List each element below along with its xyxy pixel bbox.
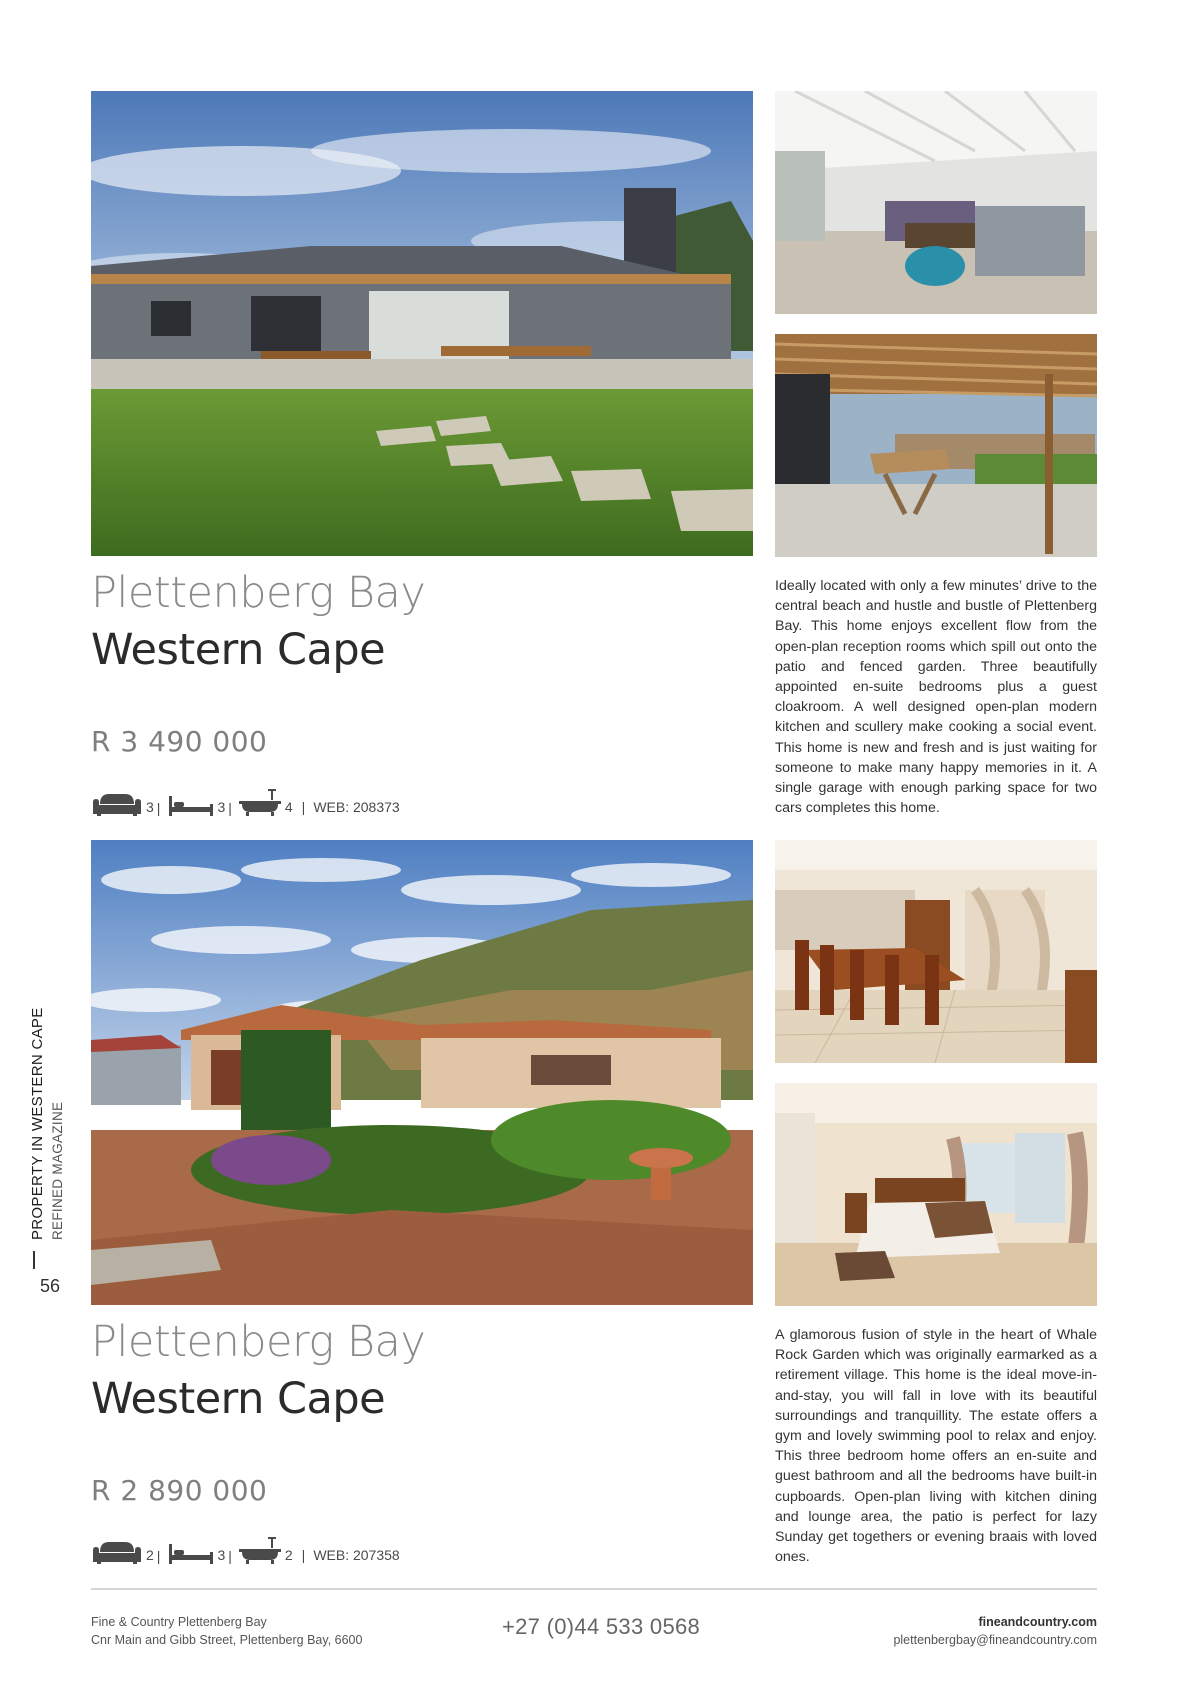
sidebar-section-title: PROPERTY IN WESTERN CAPE	[29, 1007, 46, 1240]
bed-icon	[168, 794, 214, 816]
footer-phone[interactable]: +27 (0)44 533 0568	[502, 1614, 701, 1639]
listing-2-region: Western Cape	[91, 1374, 386, 1424]
listing-1-price: R 3 490 000	[91, 725, 268, 758]
footer-address: Cnr Main and Gibb Street, Plettenberg Bay, 6600	[91, 1633, 363, 1647]
listing-1-main-photo	[91, 91, 753, 556]
listing-2-receptions-count: 2	[146, 1547, 154, 1563]
footer-office	[91, 1613, 362, 1649]
listing-2-bathrooms-count: 2	[284, 1547, 293, 1563]
sofa-icon	[91, 1540, 143, 1564]
bath-icon	[238, 1536, 282, 1564]
listing-1-specs: 3 | 3 | 4 | WEB: 208373	[91, 786, 400, 816]
listing-2-main-photo	[91, 840, 753, 1305]
listing-2-bedrooms-count: 3	[217, 1547, 226, 1563]
listing-2-specs: 2 | 3 | 2 | WEB: 207358	[91, 1534, 400, 1564]
footer-email-link[interactable]: plettenbergbay@fineandcountry.com	[893, 1633, 1097, 1647]
listing-1-region: Western Cape	[91, 625, 386, 675]
listing-2-dining-photo	[775, 840, 1097, 1063]
listing-2-bedroom-photo	[775, 1083, 1097, 1306]
listing-1-lounge-photo	[775, 91, 1097, 314]
listing-1-bathrooms-count: 4	[284, 799, 293, 815]
listing-2-description: A glamorous fusion of style in the heart of Whale Rock Garden which was originally earmarked as a retirement village. This home is the ideal move-in-and-stay, you will fall in love with its beautiful surroundings and tranquillity. The estate offers a gym and lovely swimming pool to relax and enjoy. This three bedroom home offers an en-suite and guest bathroom and all the bedrooms have built-in cupboards. Open-plan living with kitchen dining and lounge area, the patio is perfect for lazy Sunday get togethers or evening braais with loved ones.	[775, 1327, 1097, 1566]
listing-1-city: Plettenberg Bay	[91, 568, 426, 618]
listing-1-bedrooms-count: 3	[217, 799, 226, 815]
listing-2-price: R 2 890 000	[91, 1474, 268, 1507]
footer-office-name: Fine & Country Plettenberg Bay	[91, 1615, 267, 1629]
footer-divider	[91, 1588, 1097, 1590]
listing-1-web-ref: WEB: 208373	[313, 799, 400, 815]
sofa-icon	[91, 792, 143, 816]
listing-1-patio-photo	[775, 334, 1097, 557]
sidebar-divider	[33, 1251, 35, 1269]
bed-icon	[168, 1542, 214, 1564]
listing-1-description: Ideally located with only a few minutes’ drive to the central beach and hustle and bustle of Plettenberg Bay. This home enjoys excellent flow from the open-plan reception rooms which spill out onto the patio and fenced garden. Three beautifully appointed en-suite bedrooms plus a guest cloakroom. A well designed open-plan modern kitchen and scullery make cooking a social event. This home is new and fresh and is just waiting for someone to make many happy memories in it. A single garage with enough parking space for two cars completes this home.	[775, 578, 1097, 817]
listing-2-web-ref: WEB: 207358	[313, 1547, 400, 1563]
sidebar-magazine-name: REFINED MAGAZINE	[50, 1101, 65, 1240]
footer-website-link[interactable]: fineandcountry.com	[978, 1615, 1097, 1629]
listing-1-receptions-count: 3	[146, 799, 154, 815]
bath-icon	[238, 788, 282, 816]
footer-contact	[893, 1613, 1097, 1649]
listing-2-city: Plettenberg Bay	[91, 1317, 426, 1367]
page-number: 56	[40, 1276, 61, 1296]
